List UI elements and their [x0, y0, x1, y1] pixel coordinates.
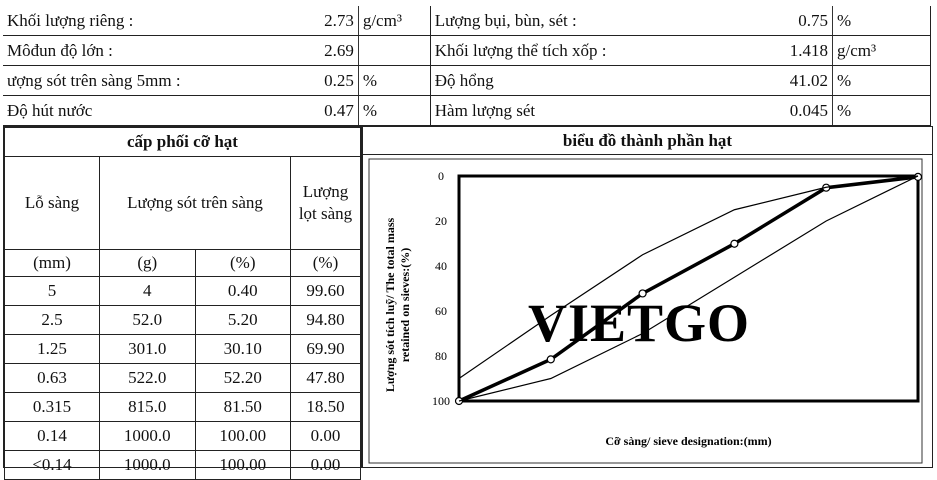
table-cell: 522.0: [100, 364, 196, 393]
table-cell: 0.00: [291, 422, 361, 451]
table-cell: 0.63: [5, 364, 100, 393]
property-label: Khối lượng thể tích xốp :: [430, 36, 733, 66]
y-tick-label: 60: [435, 304, 447, 318]
property-unit: %: [833, 6, 931, 36]
property-label: Độ hút nước: [3, 96, 221, 126]
table-row: [5, 306, 361, 335]
table-cell: 5: [5, 277, 100, 306]
unit-cell: (%): [291, 250, 361, 277]
data-point: [547, 356, 554, 363]
property-row: [3, 66, 931, 96]
y-tick-label: 40: [435, 259, 447, 273]
grading-table: [4, 127, 361, 480]
table-row: [5, 364, 361, 393]
property-value: 41.02: [733, 66, 832, 96]
table-cell: 2.5: [5, 306, 100, 335]
y-tick-label: 100: [432, 394, 450, 408]
table-cell: 1000.0: [100, 451, 196, 480]
table-cell: 100.00: [195, 422, 291, 451]
property-label: Hàm lượng sét: [430, 96, 733, 126]
x-axis-label: Cỡ sàng/ sieve designation:(mm): [605, 434, 772, 448]
table-cell: 81.50: [195, 393, 291, 422]
table-cell: <0.14: [5, 451, 100, 480]
data-point: [731, 240, 738, 247]
table-cell: 4: [100, 277, 196, 306]
table-cell: 69.90: [291, 335, 361, 364]
table-cell: 0.315: [5, 393, 100, 422]
y-tick-label: 0: [438, 169, 444, 183]
table-cell: 301.0: [100, 335, 196, 364]
property-unit: g/cm³: [833, 36, 931, 66]
table-row: [5, 422, 361, 451]
property-label: ượng sót trên sàng 5mm :: [3, 66, 221, 96]
property-unit: %: [358, 66, 430, 96]
table-row: [5, 277, 361, 306]
property-label: Môđun độ lớn :: [3, 36, 221, 66]
y-axis-label-line2: retained on sieves:(%): [398, 247, 412, 363]
table-cell: 1000.0: [100, 422, 196, 451]
material-properties-table: [3, 6, 931, 126]
property-value: 2.73: [221, 6, 359, 36]
header-passing-line2: lọt sàng: [298, 204, 353, 223]
property-value: 0.75: [733, 6, 832, 36]
header-passing: [291, 157, 361, 250]
table-row: [5, 451, 361, 480]
property-value: 0.47: [221, 96, 359, 126]
table-cell: 1.25: [5, 335, 100, 364]
property-row: [3, 6, 931, 36]
header-sieve: Lỗ sàng: [5, 157, 100, 250]
table-cell: 100.00: [195, 451, 291, 480]
table-cell: 0.40: [195, 277, 291, 306]
series-line: [459, 176, 918, 401]
property-unit: g/cm³: [358, 6, 430, 36]
y-tick-label: 20: [435, 214, 447, 228]
table-row: [5, 393, 361, 422]
series-line: [459, 177, 918, 401]
table-cell: 5.20: [195, 306, 291, 335]
table-cell: 94.80: [291, 306, 361, 335]
table-cell: 52.20: [195, 364, 291, 393]
property-row: [3, 36, 931, 66]
table-cell: 0.00: [291, 451, 361, 480]
watermark-logo: VIETGO: [528, 293, 751, 353]
table-cell: 30.10: [195, 335, 291, 364]
property-value: 1.418: [733, 36, 832, 66]
grading-title: cấp phối cỡ hạt: [5, 128, 361, 157]
unit-cell: (mm): [5, 250, 100, 277]
table-cell: 0.14: [5, 422, 100, 451]
table-cell: 18.50: [291, 393, 361, 422]
property-unit: %: [358, 96, 430, 126]
property-row: [3, 96, 931, 126]
table-cell: 52.0: [100, 306, 196, 335]
header-retained: Lượng sót trên sàng: [100, 157, 291, 250]
table-cell: 815.0: [100, 393, 196, 422]
property-value: 0.25: [221, 66, 359, 96]
unit-cell: (g): [100, 250, 196, 277]
header-passing-line1: Lượng: [302, 182, 349, 201]
y-tick-label: 80: [435, 349, 447, 363]
unit-cell: (%): [195, 250, 291, 277]
table-row: [5, 335, 361, 364]
property-value: 2.69: [221, 36, 359, 66]
property-unit: %: [833, 66, 931, 96]
table-cell: 99.60: [291, 277, 361, 306]
chart-panel-title: biểu đồ thành phần hạt: [363, 127, 932, 155]
property-label: Khối lượng riêng :: [3, 6, 221, 36]
grading-table-panel: [3, 126, 362, 474]
table-cell: 47.80: [291, 364, 361, 393]
property-unit: %: [833, 96, 931, 126]
y-axis-label-line1: Lượng sót tích luỹ/ The total mass: [383, 217, 397, 393]
property-label: Độ hổng: [430, 66, 733, 96]
property-label: Lượng bụi, bùn, sét :: [430, 6, 733, 36]
property-value: 0.045: [733, 96, 832, 126]
property-unit: [358, 36, 430, 66]
